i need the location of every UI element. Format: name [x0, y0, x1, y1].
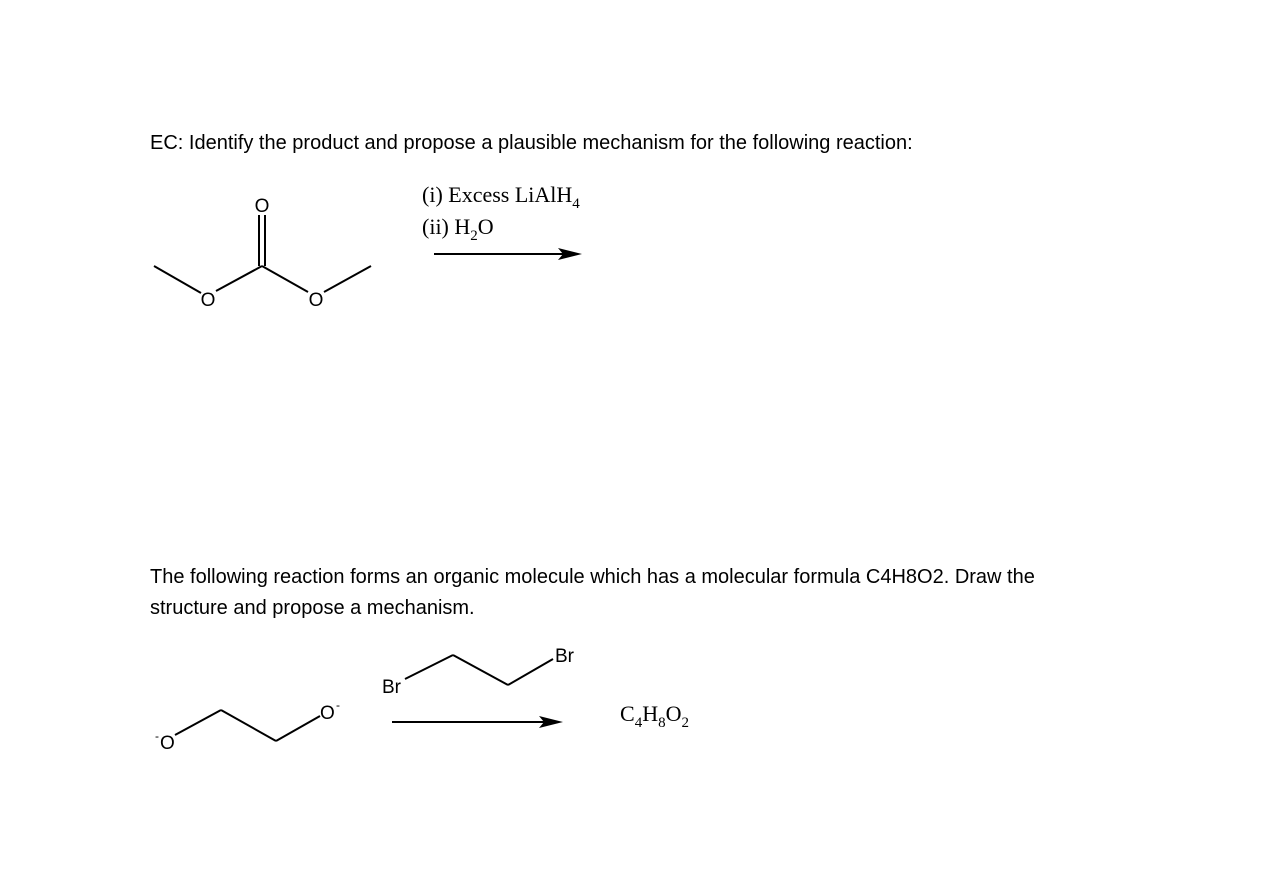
atom-carbonyl-oxygen: O	[254, 196, 270, 217]
bond-c1-c2	[221, 710, 276, 741]
atom-right-ester-oxygen: O	[308, 290, 324, 311]
condition-step-2	[422, 214, 494, 244]
bond-methyl-left	[154, 266, 201, 293]
formula-hydrogen: H	[642, 701, 659, 726]
condition-step-2-subscript: 2	[470, 228, 478, 244]
atom-right-bromine: Br	[555, 646, 574, 667]
right-oxygen-charge: -	[336, 698, 340, 712]
glycol-dianion-structure	[155, 698, 340, 754]
question-2-text: The following reaction forms an organic molecule which has a molecular formula C4H8O2. Draw the structure and propose a mechanism.	[150, 566, 1035, 619]
atom-left-bromine: Br	[382, 677, 401, 698]
formula-oxygen: O	[665, 701, 682, 726]
product-molecular-formula	[620, 701, 689, 731]
question-1-text: EC: Identify the product and propose a plausible mechanism for the following reaction:	[150, 132, 913, 154]
formula-text	[620, 701, 689, 731]
atom-right-oxide-oxygen: O	[320, 703, 335, 724]
bond-c2-c3-propane	[508, 659, 553, 685]
atom-left-oxide-oxygen: O	[160, 733, 175, 754]
formula-hydrogen-count: 8	[658, 715, 666, 731]
bond-br-left-c1	[405, 655, 453, 679]
bond-o-right-methyl	[324, 266, 371, 292]
formula-oxygen-count: 2	[681, 715, 689, 731]
condition-step-2-main: (ii) H	[422, 214, 471, 239]
bond-carbonyl-c-o-right	[262, 266, 308, 292]
condition-step-1	[422, 182, 580, 212]
condition-step-2-suffix: O	[477, 214, 494, 239]
bond-c1-c2-propane	[453, 655, 508, 685]
dibromopropane-structure	[382, 646, 575, 698]
reaction-1-conditions	[422, 182, 580, 244]
condition-step-1-subscript: 4	[572, 196, 580, 212]
dimethyl-carbonate-structure	[154, 196, 371, 311]
bond-o-left-carbonyl-c	[216, 266, 262, 291]
left-oxygen-charge: -	[155, 729, 159, 743]
condition-step-1-main: (i) Excess LiAlH	[422, 182, 573, 207]
reaction-1-arrow	[434, 248, 582, 260]
formula-carbon-count: 4	[634, 715, 643, 731]
formula-carbon: C	[620, 701, 635, 726]
reaction-2-arrow	[392, 716, 563, 728]
bond-o-left-c1	[175, 710, 221, 735]
bond-c2-o-right	[276, 716, 320, 741]
atom-left-ester-oxygen: O	[200, 290, 216, 311]
